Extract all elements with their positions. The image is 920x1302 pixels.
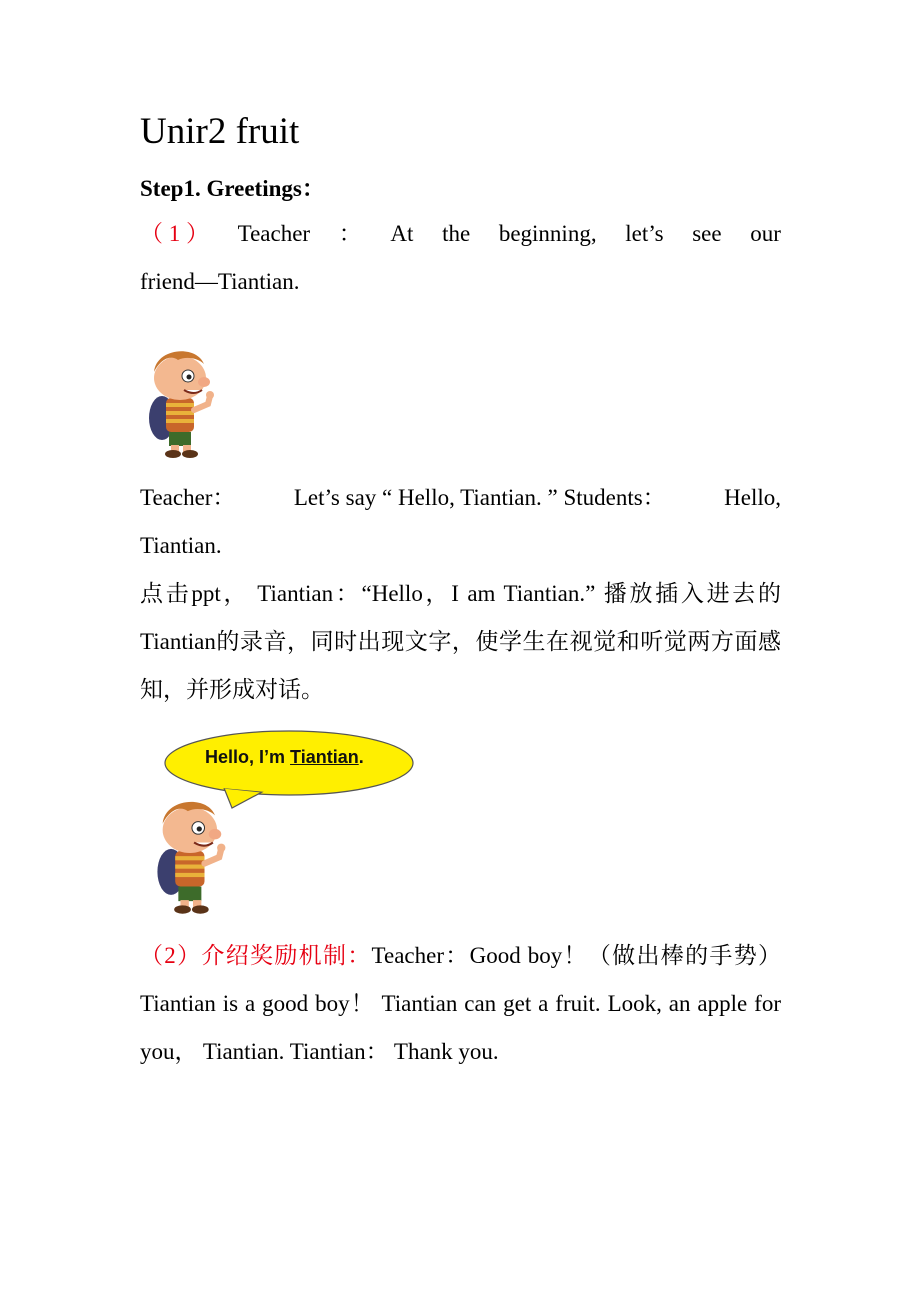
bubble-text-start: Hello, I’m (205, 747, 291, 767)
word: At (390, 221, 414, 246)
paragraph-4 (140, 932, 781, 1076)
word: the (442, 221, 471, 246)
item-number-1: （ 1 ） (140, 221, 209, 246)
bubble-name: Tiantian (290, 747, 359, 767)
text-segment: Teacher： (140, 485, 236, 510)
word: our (750, 221, 781, 246)
bubble-text-end: . (358, 747, 364, 767)
paragraph-2 (140, 474, 781, 570)
speech-bubble-text (205, 747, 364, 768)
cartoon-boy-image (140, 340, 226, 460)
paragraph-4-text: Teacher：Good boy！（做出棒的手势）Tiantian is a good boy！ Tiantian can get a fruit. Look, an apple for you， Tiantian. Tiantian： Thank you. (140, 943, 781, 1064)
text-segment: Let’s say “ Hello, Tiantian. ” Students： (293, 485, 666, 510)
word: see (692, 221, 722, 246)
paragraph-2-line-2: Tiantian. (140, 533, 222, 558)
word: ： (338, 221, 362, 246)
paragraph-3: 点击ppt， Tiantian：“Hello，I am Tiantian.” 播放插入进去的Tiantian的录音，同时出现文字，使学生在视觉和听觉两方面感知，并形成对话。 (140, 581, 781, 702)
page-title: Unir2 fruit (140, 111, 300, 152)
step1-heading: Step1. Greetings： (140, 176, 325, 201)
paragraph-1 (140, 210, 781, 306)
paragraph-1-line-2: friend—Tiantian. (140, 269, 300, 294)
cartoon-boy-image (148, 790, 238, 916)
word: let’s (625, 221, 664, 246)
word: Teacher (237, 221, 311, 246)
item-number-2-label: （2）介绍奖励机制： (140, 943, 372, 968)
paragraph-2-line-1 (140, 474, 781, 522)
text-segment: Hello, (724, 485, 781, 510)
paragraph-1-line-1 (140, 210, 781, 258)
word: beginning, (498, 221, 597, 246)
